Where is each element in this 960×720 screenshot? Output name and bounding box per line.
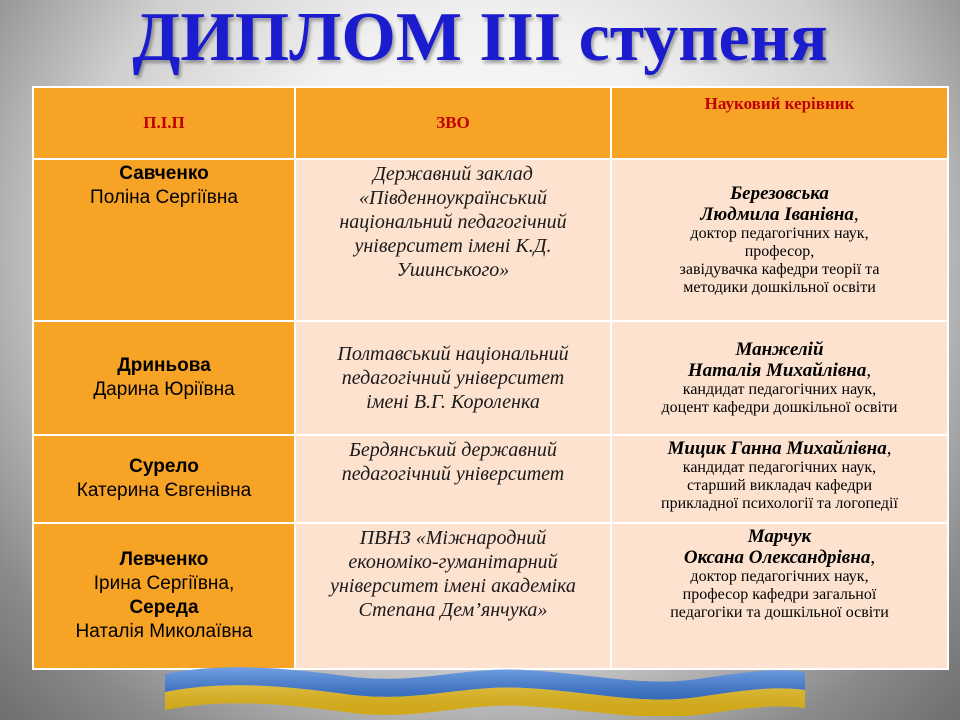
student-surname: Сурело <box>129 456 199 477</box>
supervisor-name <box>616 360 943 381</box>
table-row <box>33 159 948 321</box>
student-given-name: Катерина Євгенівна <box>76 480 252 501</box>
university-cell <box>295 435 611 523</box>
ukrainian-flag-ribbon <box>165 660 805 716</box>
supervisor-name <box>616 339 943 360</box>
university-line: педагогічний університет <box>341 367 565 389</box>
university-line: Степана Дем’янчука» <box>358 599 548 621</box>
supervisor-name <box>616 547 943 568</box>
table-row <box>33 435 948 523</box>
university-line: університет імені К.Д. <box>354 235 552 257</box>
student-given-name: Наталія Миколаївна <box>75 621 253 642</box>
supervisor-name-text: Березовська <box>730 183 829 204</box>
supervisor-cell <box>611 523 948 669</box>
supervisor-name-text: Оксана Олександрівна <box>683 547 871 568</box>
supervisor-detail: педагогіки та дошкільної освіти <box>670 604 889 621</box>
university-cell <box>295 159 611 321</box>
university-line: Державний заклад <box>373 163 533 185</box>
supervisor-name-text: Манжелій <box>735 339 824 360</box>
university-line: педагогічний університет <box>341 463 565 485</box>
supervisor-name <box>616 204 943 225</box>
supervisor-detail: завідувачка кафедри теорії та <box>679 261 880 278</box>
student-given-name: Поліна Сергіївна <box>90 187 238 208</box>
supervisor-name-text: Марчук <box>747 526 812 547</box>
supervisor-name-suffix: , <box>870 547 876 568</box>
university-line: національний педагогічний <box>339 211 567 233</box>
student-surname: Дриньова <box>117 355 211 376</box>
student-given-name: Ірина Сергіївна, <box>93 573 235 594</box>
supervisor-detail: професор, <box>744 243 815 260</box>
supervisor-detail: доктор педагогічних наук, <box>690 225 869 242</box>
university-line: імені В.Г. Короленка <box>366 391 540 413</box>
supervisor-name <box>616 526 943 547</box>
table-header-row <box>33 87 948 159</box>
university-line: ПВНЗ «Міжнародний <box>359 527 547 549</box>
supervisor-name-suffix: , <box>866 360 872 381</box>
student-surname: Савченко <box>119 163 209 184</box>
column-header-supervisor: Науковий керівник <box>611 87 948 159</box>
table-row <box>33 523 948 669</box>
student-surname: Левченко <box>119 549 209 570</box>
supervisor-name <box>616 438 943 459</box>
university-cell <box>295 523 611 669</box>
student-given-name: Дарина Юріївна <box>93 379 235 400</box>
supervisor-name-suffix: , <box>853 204 859 225</box>
supervisor-detail: старший викладач кафедри <box>686 477 873 494</box>
student-name-cell <box>33 159 295 321</box>
university-line: Ушинського» <box>396 259 510 281</box>
award-table <box>32 86 949 670</box>
university-line: університет імені академіка <box>330 575 576 597</box>
student-name-cell <box>33 435 295 523</box>
university-cell <box>295 321 611 435</box>
student-name-cell <box>33 321 295 435</box>
university-line: економіко-гуманітарний <box>348 551 558 573</box>
supervisor-detail: доктор педагогічних наук, <box>690 568 869 585</box>
student-name-cell <box>33 523 295 669</box>
supervisor-name <box>616 183 943 204</box>
student-surname: Середа <box>129 597 199 618</box>
supervisor-name-text: Мицик Ганна Михайлівна <box>667 438 887 459</box>
supervisor-cell <box>611 159 948 321</box>
university-line: Бердянський державний <box>349 439 557 461</box>
supervisor-name-text: Наталія Михайлівна <box>687 360 867 381</box>
supervisor-detail: методики дошкільної освіти <box>683 279 876 296</box>
university-line: Полтавський національний <box>337 343 569 365</box>
supervisor-detail: прикладної психології та логопедії <box>661 495 898 512</box>
table-row <box>33 321 948 435</box>
supervisor-detail: кандидат педагогічних наук, <box>682 459 877 476</box>
column-header-name: П.І.П <box>33 87 295 159</box>
supervisor-detail: доцент кафедри дошкільної освіти <box>661 399 898 416</box>
column-header-university: ЗВО <box>295 87 611 159</box>
supervisor-detail: кандидат педагогічних наук, <box>682 381 877 398</box>
supervisor-name-text: Людмила Іванівна <box>700 204 854 225</box>
supervisor-cell <box>611 321 948 435</box>
university-line: «Південноукраїнський <box>358 187 548 209</box>
supervisor-detail: професор кафедри загальної <box>682 586 877 603</box>
supervisor-cell <box>611 435 948 523</box>
slide-title: ДИПЛОМ ІІІ ступеня <box>132 0 828 76</box>
supervisor-name-suffix: , <box>886 438 892 459</box>
